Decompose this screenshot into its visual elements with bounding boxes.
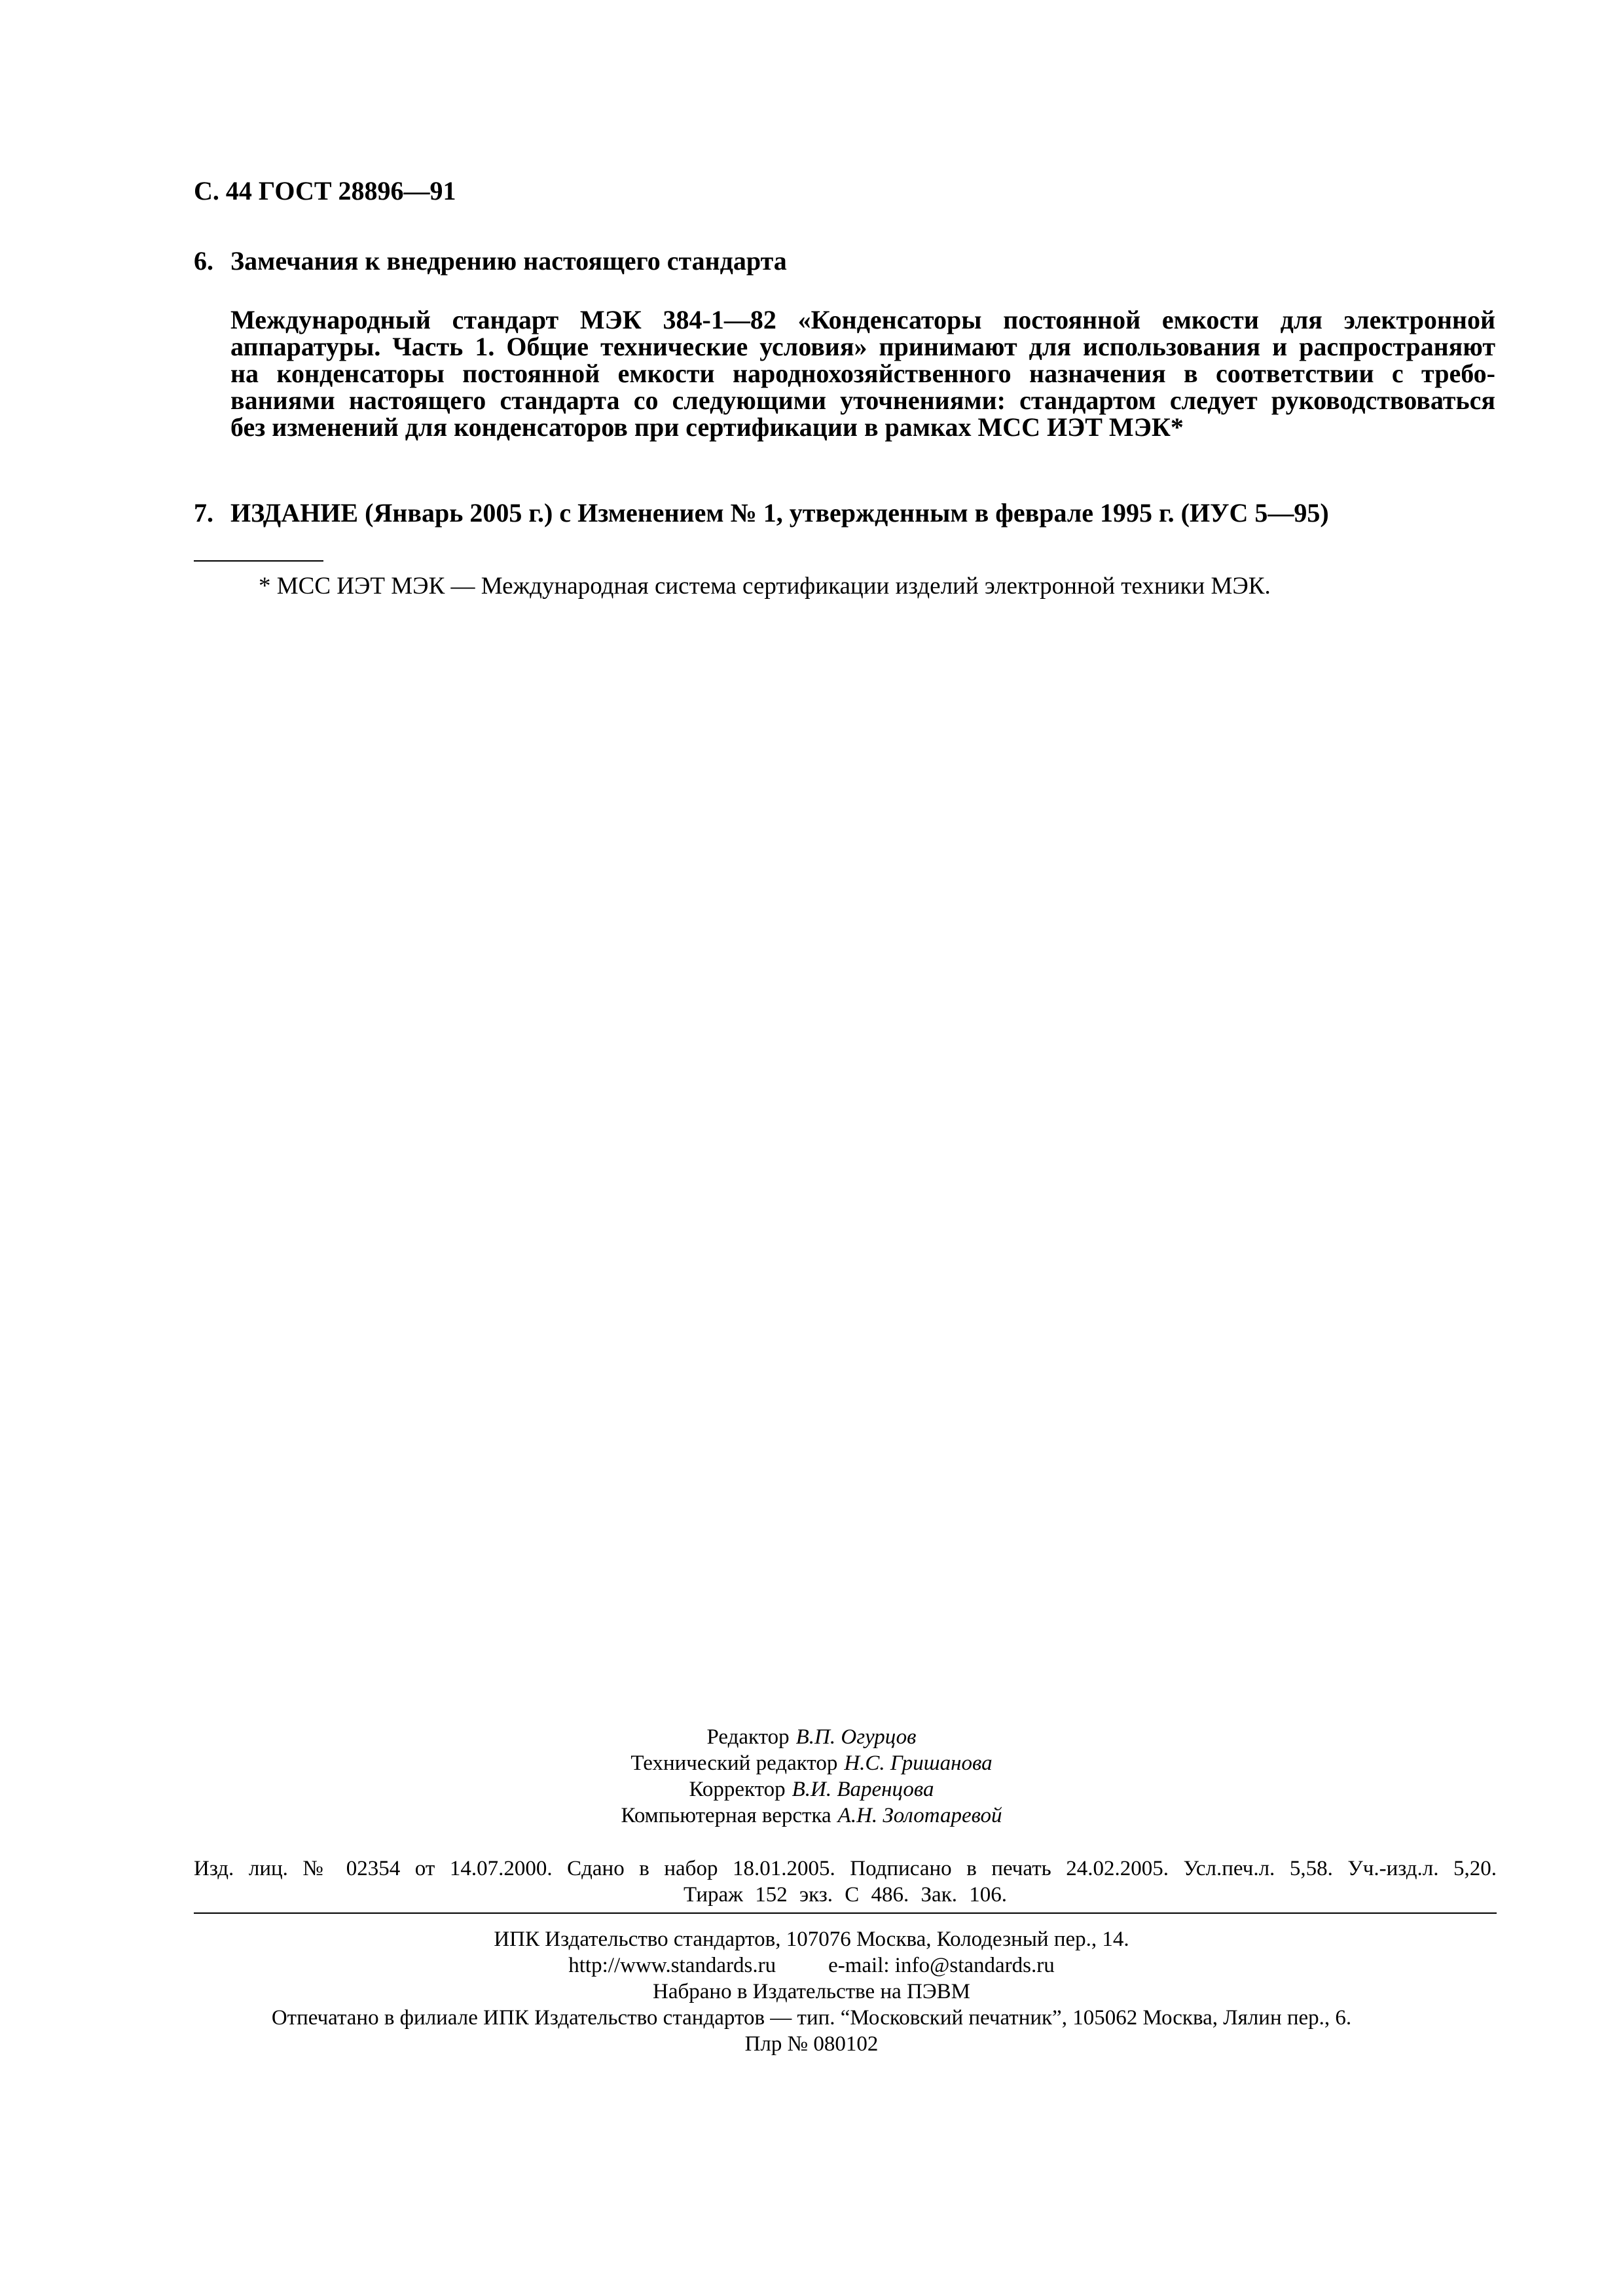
section-6-body-line: аппаратуры. Часть 1. Общие технические условия» принимают для использования и распространяют bbox=[230, 332, 1495, 361]
credit-name: В.П. Огурцов bbox=[795, 1725, 917, 1749]
footnote: * МСС ИЭТ МЭК — Международная система сертификации изделий электронной техники МЭК. bbox=[259, 573, 1271, 600]
page-header: С. 44 ГОСТ 28896—91 bbox=[194, 176, 456, 206]
credit-name: Н.С. Гришанова bbox=[844, 1751, 993, 1775]
imprint-divider bbox=[194, 1912, 1497, 1914]
section-7-text: ИЗДАНИЕ (Январь 2005 г.) с Изменением № 1, утвержденным в феврале 1995 г. (ИУС 5—95) bbox=[230, 498, 1329, 528]
publisher-license: Плр № 080102 bbox=[744, 2032, 879, 2056]
section-7-number: 7. bbox=[194, 498, 213, 528]
credit-name: А.Н. Золотаревой bbox=[837, 1804, 1002, 1827]
imprint-line-1: Изд. лиц. № 02354 от 14.07.2000. Сдано в набор 18.01.2005. Подписано в печать 24.02.2005. Усл.печ.л. 5,58. Уч.-изд.л. 5,20. bbox=[194, 1857, 1497, 1880]
credit-row bbox=[0, 1750, 1623, 1776]
imprint-line-2: Тираж 152 экз. С 486. Зак. 106. bbox=[684, 1883, 1007, 1907]
publisher-website-link[interactable]: http://www.standards.ru bbox=[568, 1954, 776, 1977]
credits-block bbox=[0, 1724, 1623, 1829]
publisher-printed-note: Отпечатано в филиале ИПК Издательство стандартов — тип. “Московский печатник”, 105062 Москва, Лялин пер., 6. bbox=[271, 2006, 1352, 2030]
section-6-body-line: ваниями настоящего стандарта со следующими уточнениями: стандартом следует руководствоваться bbox=[230, 386, 1495, 415]
publisher-typeset-note: Набрано в Издательстве на ПЭВМ bbox=[653, 1980, 970, 2003]
section-7-edition bbox=[194, 497, 1329, 528]
publisher-block bbox=[0, 1926, 1623, 2057]
publisher-email-link[interactable]: e-mail: info@standards.ru bbox=[828, 1954, 1055, 1977]
publisher-contacts bbox=[0, 1952, 1623, 1979]
section-6-body bbox=[230, 306, 1495, 440]
footnote-divider bbox=[194, 560, 323, 562]
section-6-heading bbox=[194, 245, 787, 276]
credit-role: Редактор bbox=[706, 1725, 790, 1749]
credit-row bbox=[0, 1776, 1623, 1803]
publisher-address: ИПК Издательство стандартов, 107076 Москва, Колодезный пер., 14. bbox=[494, 1928, 1129, 1951]
credit-role: Технический редактор bbox=[630, 1751, 838, 1775]
section-6-body-line: Международный стандарт МЭК 384-1—82 «Конденсаторы постоянной емкости для электронной bbox=[230, 305, 1495, 334]
credit-role: Компьютерная верстка bbox=[621, 1804, 831, 1827]
credit-name: В.И. Варенцова bbox=[792, 1778, 934, 1801]
section-6-title: Замечания к внедрению настоящего стандарта bbox=[230, 246, 787, 276]
imprint-block bbox=[194, 1856, 1497, 1908]
credit-row bbox=[0, 1803, 1623, 1829]
section-6-body-line: на конденсаторы постоянной емкости народнохозяйственного назначения в соответствии с требо- bbox=[230, 359, 1495, 388]
section-6-number: 6. bbox=[194, 246, 213, 276]
section-6-body-line: без изменений для конденсаторов при сертификации в рамках МСС ИЭТ МЭК* bbox=[230, 412, 1184, 442]
credit-role: Корректор bbox=[689, 1778, 786, 1801]
credit-row bbox=[0, 1724, 1623, 1750]
